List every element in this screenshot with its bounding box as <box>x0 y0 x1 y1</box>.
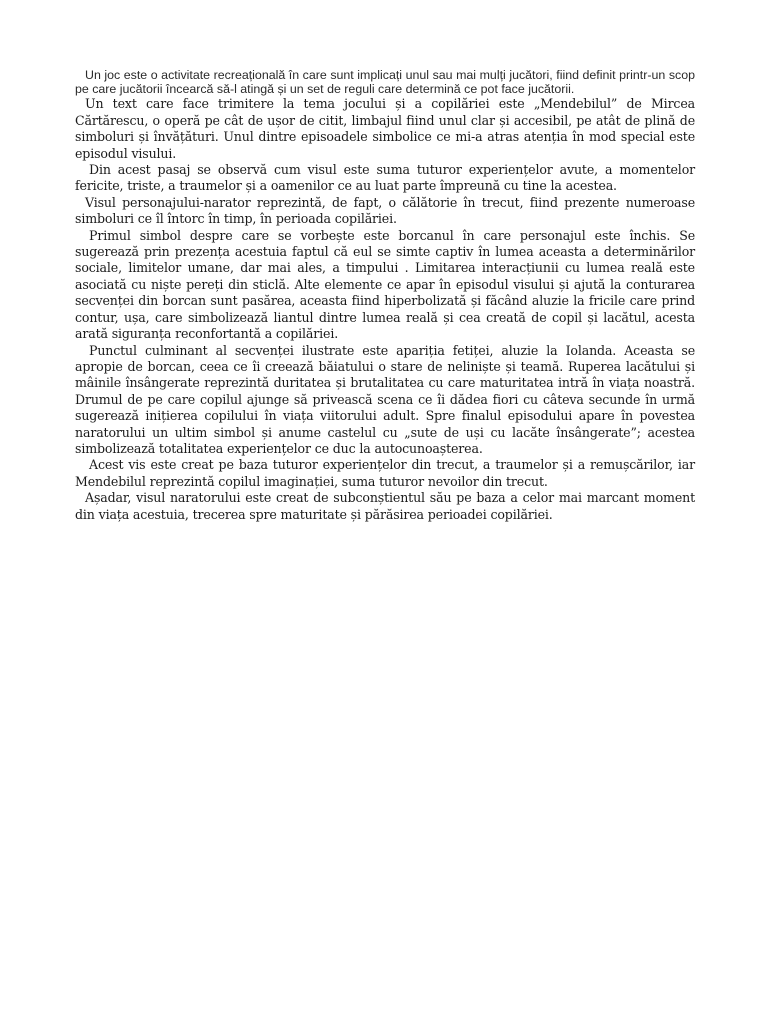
paragraph-intro: Un text care face trimitere la tema jocului și a copilăriei este „Mendebilul” de Mircea Cărtărescu, o operă pe cât de ușor de citit, limbajul fiind unul clar și accesibil, pe atât de plină de simboluri și învățături. Unul dintre episoadele simbolice ce mi-a atras atenția în mod special este episodul visului. <box>75 96 695 161</box>
paragraph-dream-basis: Acest vis este creat pe baza tuturor experiențelor din trecut, a traumelor și a remușcărilor, iar Mendebilul reprezintă copilul imaginației, suma tuturor nevoilor din trecut. <box>75 457 695 489</box>
document-page <box>75 68 695 523</box>
paragraph-observation: Din acest pasaj se observă cum visul este suma tuturor experiențelor avute, a momentelor fericite, triste, a traumelor și a oamenilor ce au luat parte împreună cu tine la acestea. <box>75 162 695 194</box>
paragraph-climax: Punctul culminant al secvenței ilustrate este apariția fetiței, aluzie la Iolanda. Aceasta se apropie de borcan, ceea ce îi creează băiatului o stare de neliniște și teamă. Ruperea lacătului și mâinile însângerate reprezintă duritatea și brutalitatea cu care maturitatea intră în viața noastră. Drumul de pe care copilul ajunge să privească scena ce îi dădea fiori cu câteva secunde în urmă sugerează inițierea copilului în viața viitorului adult. Spre finalul episodului apare în povestea naratorului un ultim simbol și anume castelul cu „sute de uși cu lacăte însângerate”; acestea simbolizează totalitatea experiențelor ce duc la autocunoașterea. <box>75 342 695 456</box>
paragraph-first-symbol: Primul simbol despre care se vorbește este borcanul în care personajul este închis. Se sugerează prin prezența acestuia faptul că eul se simte captiv în lumea aceasta a determinărilor sociale, limitelor umane, dar mai ales, a timpului . Limitarea interacțiunii cu lumea reală este asociată cu niște pereți din sticlă. Alte elemente ce apar în episodul visului și ajută la conturarea secvenței din borcan sunt pasărea, aceasta fiind hiperbolizată și făcând aluzie la fricile care prind contur, ușa, care simbolizează liantul dintre lumea reală și cea creată de copil și lacătul, acesta arată siguranța reconfortantă a copilăriei. <box>75 227 695 342</box>
paragraph-definition: Un joc este o activitate recreațională în care sunt implicați unul sau mai mulți jucători, fiind definit printr-un scop pe care jucătorii încearcă să-l atingă și un set de reguli care determină ce pot face jucătorii. <box>75 68 695 97</box>
paragraph-conclusion: Așadar, visul naratorului este creat de subconștientul său pe baza a celor mai marcant moment din viața acestuia, trecerea spre maturitate și părăsirea perioadei copilăriei. <box>75 490 695 522</box>
paragraph-journey: Visul personajului-narator reprezintă, de fapt, o călătorie în trecut, fiind prezente numeroase simboluri ce îl întorc în timp, în perioada copilăriei. <box>75 194 695 227</box>
